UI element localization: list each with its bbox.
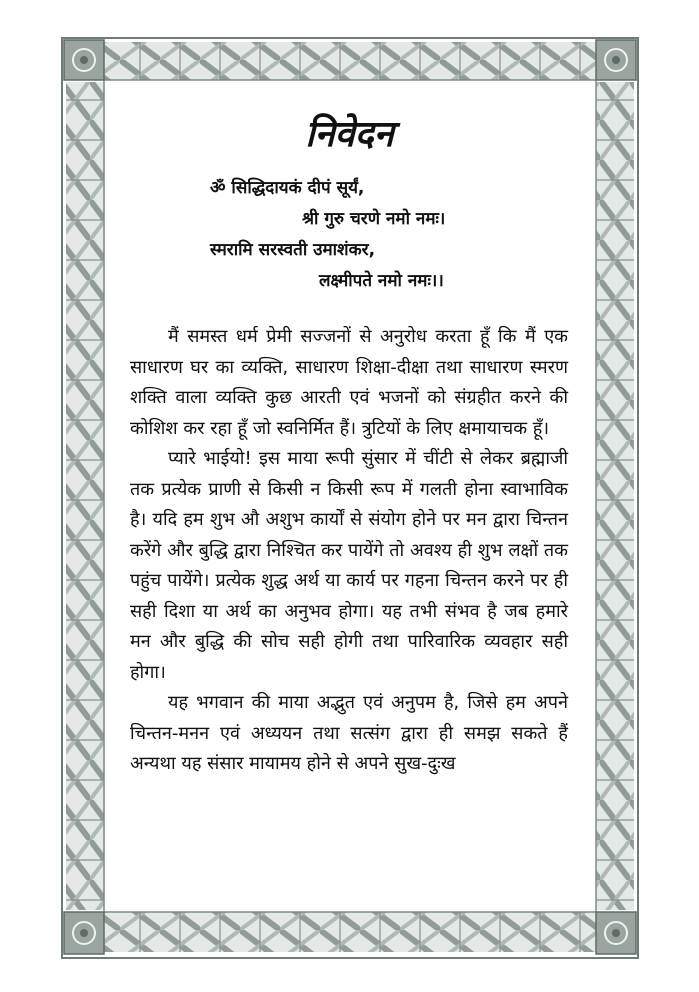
paragraph: यह भगवान की माया अद्भुत एवं अनुपम है, जिसे हम अपने चिन्तन-मनन एवं अध्ययन तथा सत्संग द्वारा ही समझ सकते हैं अन्यथा यह संसार मायामय होने से अपने सुख-दुःख xyxy=(130,692,568,774)
paragraph: मैं समस्त धर्म प्रेमी सज्जनों से अनुरोध करता हूँ कि मैं एक साधारण घर का व्यक्ति, साधारण शिक्षा-दीक्षा तथा साधारण स्मरण शक्ति वाला व्यक्ति कुछ आरती एवं भजनों को संग्रहीत करने की कोशिश कर रहा हूँ जो स्वनिर्मित हैं। त्रुटियों के लिए क्षमायाचक हूँ। xyxy=(130,326,568,439)
page-title: निवेदन xyxy=(305,114,394,155)
paragraph: प्यारे भाईयो! इस माया रूपी सुंसार में चींटी से लेकर ब्रह्माजी तक प्रत्येक प्राणी से किसी न किसी रूप में गलती होना स्वाभाविक है। यदि हम शुभ औ अशुभ कार्यों से संयोग होने पर मन द्वारा चिन्तन करेंगे और बुद्धि द्वारा निश्चित कर पायेंगे तो अवश्य ही शुभ लक्षों तक पहुंच पायेंगे। प्रत्येक शुद्ध अर्थ या कार्य पर गहना चिन्तन करने पर ही सही दिशा या अर्थ का अनुभव होगा। यह तभी संभव है जब हमारे मन और बुद्धि की सोच सही होगी तथा पारिवारिक व्यवहार सही होगा। xyxy=(130,448,568,683)
verse-line-3: स्मरामि सरस्वती उमाशंकर, xyxy=(210,240,376,260)
verse-line-4: लक्ष्मीपते नमो नमः।। xyxy=(319,271,444,291)
body-text xyxy=(130,322,568,780)
verse-line-1: ॐ सिद्धिदायकं दीपं सूर्यं, xyxy=(210,178,365,198)
verse-line-2: श्री गुरु चरणे नमो नमः। xyxy=(302,209,446,229)
